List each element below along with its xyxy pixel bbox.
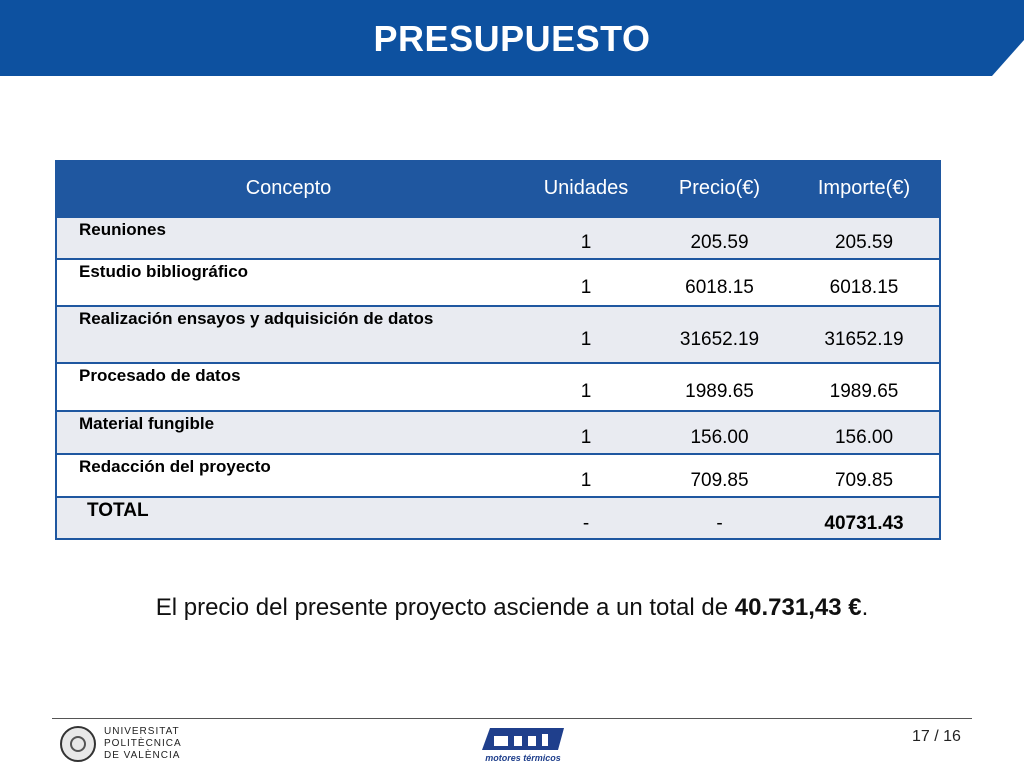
- footer-divider: [52, 718, 972, 719]
- table-row: [55, 363, 939, 411]
- header-banner: [0, 0, 1024, 76]
- summary-sentence: [0, 594, 1024, 622]
- amount-cell: 6018.15: [789, 259, 939, 306]
- price-cell: 709.85: [650, 454, 789, 497]
- table-row: [55, 454, 939, 497]
- table-row: [55, 217, 939, 259]
- amount-cell: 31652.19: [789, 306, 939, 363]
- cmt-caption: motores térmicos: [485, 753, 561, 763]
- units-cell: 1: [522, 411, 650, 454]
- concept-cell: [55, 306, 522, 363]
- table-row: [55, 411, 939, 454]
- cmt-logo: [480, 726, 570, 764]
- amount-cell: 205.59: [789, 217, 939, 259]
- upv-line: UNIVERSITAT: [104, 726, 180, 737]
- upv-line: DE VALÈNCIA: [104, 750, 181, 761]
- column-header-amount: Importe(€): [789, 160, 939, 217]
- total-label-cell: [55, 497, 522, 539]
- table-row: [55, 306, 939, 363]
- concept-label: Redacción del proyecto: [79, 457, 271, 476]
- budget-table: [55, 160, 939, 539]
- concept-cell: [55, 259, 522, 306]
- column-header-concept: Concepto: [55, 160, 522, 217]
- concept-cell: [55, 411, 522, 454]
- total-price-cell: -: [650, 497, 789, 539]
- units-cell: 1: [522, 454, 650, 497]
- column-header-price: Precio(€): [650, 160, 789, 217]
- summary-text: El precio del presente proyecto asciende a un total de: [155, 594, 735, 621]
- price-cell: 31652.19: [650, 306, 789, 363]
- column-header-units: Unidades: [522, 160, 650, 217]
- total-row: [55, 497, 939, 539]
- concept-label: Reuniones: [79, 220, 166, 239]
- amount-cell: 1989.65: [789, 363, 939, 411]
- concept-cell: [55, 454, 522, 497]
- total-label: TOTAL: [87, 500, 149, 521]
- concept-label: Estudio bibliográfico: [79, 262, 249, 281]
- units-cell: 1: [522, 306, 650, 363]
- amount-cell: 709.85: [789, 454, 939, 497]
- price-cell: 156.00: [650, 411, 789, 454]
- upv-logo: [60, 726, 220, 766]
- table-header-row: [55, 160, 939, 217]
- upv-line: POLITÈCNICA: [104, 738, 182, 749]
- amount-cell: 156.00: [789, 411, 939, 454]
- total-units-cell: -: [522, 497, 650, 539]
- summary-end: .: [861, 594, 869, 621]
- total-amount-cell: 40731.43: [789, 497, 939, 539]
- price-cell: 1989.65: [650, 363, 789, 411]
- concept-label: Realización ensayos y adquisición de datos: [79, 309, 434, 328]
- concept-cell: [55, 363, 522, 411]
- units-cell: 1: [522, 363, 650, 411]
- price-cell: 6018.15: [650, 259, 789, 306]
- units-cell: 1: [522, 259, 650, 306]
- concept-label: Material fungible: [79, 414, 215, 433]
- upv-name: [104, 726, 182, 762]
- page-title: PRESUPUESTO: [373, 18, 651, 59]
- summary-amount: 40.731,43 €: [734, 594, 862, 621]
- concept-label: Procesado de datos: [79, 366, 241, 385]
- concept-cell: [55, 217, 522, 259]
- table-row: [55, 259, 939, 306]
- page-number: 17 / 16: [912, 728, 961, 745]
- price-cell: 205.59: [650, 217, 789, 259]
- units-cell: 1: [522, 217, 650, 259]
- upv-seal-icon: [60, 726, 96, 762]
- cmt-mark-icon: [480, 726, 566, 752]
